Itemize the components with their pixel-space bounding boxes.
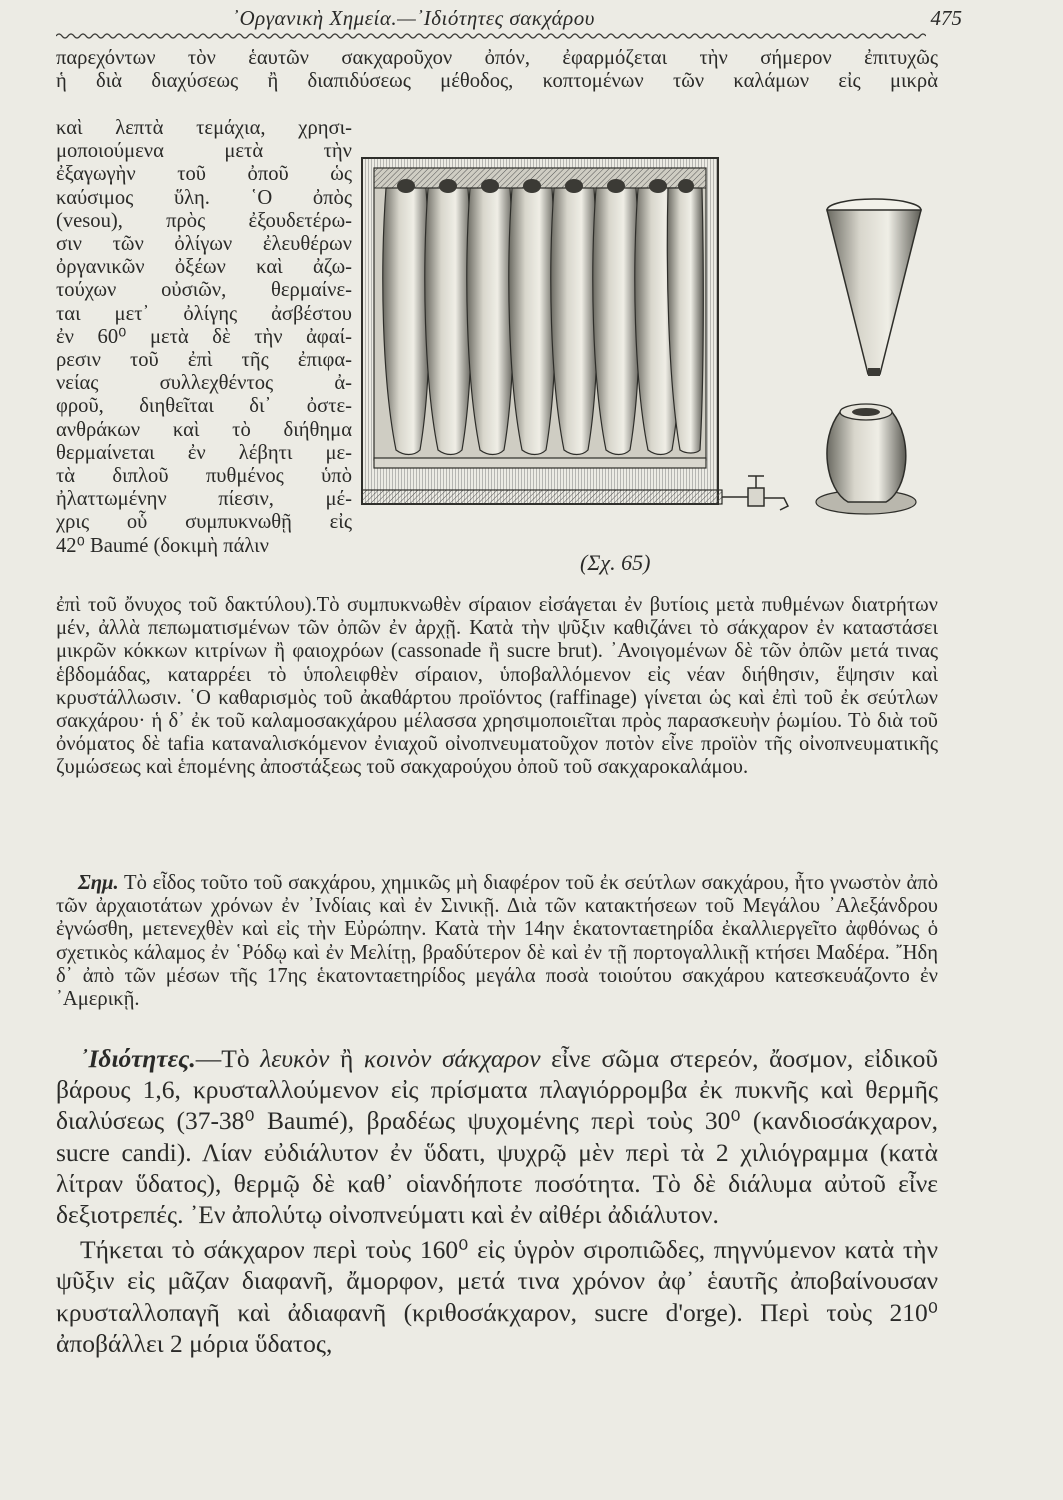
- paragraph-text: ἐπὶ τοῦ ὄνυχος τοῦ δακτύλου).Τὸ συμπυκνωθὲν σίραιον εἰσάγεται ἐν βυτίοις μετὰ πυθμένων διατρήτων μέν, ἀλλὰ πεπωματισμένων τῶν ὀπῶν ἐν ἀρχῇ. Κατὰ τὴν ψῦξιν καθιζάνει τὸ σάκχαρον ἐν καταστάσει μικρῶν κόκκων κιτρίνων ἢ φαιοχρόων (cassonade ἢ sucre brut). ᾿Ανοιγομένων δὲ τῶν ὀπῶν μετά τινας ἑβδομάδας, καταρρέει τὸ ὑπολειφθὲν σίραιον, ὑποβαλλόμενον εἰς νέαν διήθησιν, ἕψησιν καὶ κρυστάλλωσιν. ῾Ο καθαρισμὸς τοῦ ἀκαθάρτου προϊόντος (raffinage) γίνεται ὡς καὶ ἐπὶ τοῦ ἐκ σεύτλων σακχάρου· ἡ δ᾿ ἐκ τοῦ καλαμοσακχάρου μέλασσα χρησιμοποιεῖται πρὸς παρασκευὴν ῥωμίου. Τὸ διὰ τοῦ ὀνόματος δὲ tafia καταναλισκόμενον ἐνιαχοῦ οἰνοπνευματοῦχον ποτὸν εἶνε προϊὸν τῆς οἰνοπνευματικῆς ζυμώσεως καὶ ἑπομένης ἀποστάξεως τοῦ σακχαρούχου ὀποῦ τοῦ σακχαροκαλάμου.: [56, 594, 938, 779]
- header-wavy-rule: [56, 32, 926, 40]
- note-label: Σημ.: [78, 872, 119, 894]
- wrap-line: καύσιμος ὕλη. ῾Ο ὀπὸς: [56, 186, 352, 209]
- wrap-line: τὰ διπλοῦ πυθμένος ὑπὸ: [56, 465, 352, 488]
- figure-caption: (Σχ. 65): [580, 550, 651, 575]
- properties-section: [56, 1043, 938, 1359]
- term-white-sugar: λευκὸν: [260, 1044, 330, 1073]
- wrap-line: νείας συλλεχθέντος ἀ-: [56, 372, 352, 395]
- wrap-line: ἠλαττωμένην πίεσιν, μέ-: [56, 488, 352, 511]
- intro-text: [56, 47, 938, 93]
- cone-mould: [827, 199, 921, 376]
- page-number: 475: [930, 6, 962, 30]
- properties-text: —Τὸ: [195, 1044, 261, 1073]
- intro-line-1: παρεχόντων τὸν ἑαυτῶν σακχαροῦχον ὀπόν, ἐφαρμόζεται τὴν σήμερον ἐπιτυχῶς: [56, 47, 938, 69]
- wrap-line: θερμαίνεται ἐν λέβητι με-: [56, 441, 352, 464]
- wrap-line: χρις οὗ συμπυκνωθῇ εἰς: [56, 511, 352, 534]
- intro-line-2: ἡ διὰ διαχύσεως ἢ διαπιδύσεως μέθοδος, κοπτομένων τῶν καλάμων εἰς μικρὰ: [56, 70, 938, 93]
- properties-text: ἢ: [329, 1044, 364, 1073]
- wrap-line: μοποιούμενα μετὰ τὴν: [56, 140, 352, 163]
- term-common-sugar: κοινὸν σάκχαρον: [363, 1044, 541, 1073]
- properties-heading: ᾿Ιδιότητες.: [80, 1044, 196, 1073]
- melting-paragraph: Τήκεται τὸ σάκχαρον περὶ τοὺς 160⁰ εἰς ὑγρὸν σιροπιῶδες, πηγνύμενον κατὰ τὴν ψῦξιν εἰς μᾶζαν διαφανῆ, ἄμορφον, μετά τινα χρόνον ἀφ᾿ ἑαυτῆς ἀποβαίνουσαν κρυσταλλοπαγῆ καὶ ἀδιαφανῆ (κριθοσάκχαρον, sucre d'orge). Περὶ τοὺς 210⁰ ἀποβάλλει 2 μόρια ὕδατος,: [56, 1235, 938, 1358]
- wrap-line: ται μετ᾿ ὀλίγης ἀσβέστου: [56, 302, 352, 325]
- wrapped-text-column: [56, 117, 352, 558]
- wrap-line: ὀργανικῶν ὀξέων καὶ ἀζω-: [56, 256, 352, 279]
- drain-tap: [722, 476, 788, 510]
- wrap-line: τούχων οὐσιῶν, θερμαίνε-: [56, 279, 352, 302]
- running-header: [232, 4, 962, 34]
- wrap-line: (vesou), πρὸς ἐξουδετέρω-: [56, 209, 352, 232]
- wrap-line: 42⁰ Baumé (δοκιμὴ πάλιν: [56, 534, 269, 557]
- header-title: ᾿Οργανικὴ Χημεία.—᾿Ιδιότητες σακχάρου: [232, 6, 595, 30]
- properties-text: εἶνε σῶμα στερεόν, ἄοσμον, εἰδικοῦ βάρους 1,6, κρυσταλλούμενον εἰς πρίσματα πλαγιόρρομβα ἐκ πυκνῆς καὶ θερμῆς διαλύσεως (37-38⁰ Baumé), βραδέως ψυχομένης περὶ τοὺς 30⁰ (κανδιοσάκχαρον, sucre candi). Λίαν εὐδιάλυτον ἐν ὕδατι, ψυχρῷ μὲν περὶ τὰ 2 χιλιόγραμμα (κατὰ λίτραν ὕδατος), θερμῷ δὲ καθ᾿ οἱανδήποτε ποσότητα. Τὸ δὲ διάλυμα αὐτοῦ εἶνε δεξιοτρεπές. ᾿Εν ἀπολύτῳ οἰνοπνεύματι καὶ ἐν αἰθέρι ἀδιάλυτον.: [56, 1044, 938, 1230]
- wrap-line: ρεσιν τοῦ ἐπὶ τῆς ἐπιφα-: [56, 349, 352, 372]
- wrap-line: ἐν 60⁰ μετὰ δὲ τὴν ἀφαί-: [56, 325, 352, 348]
- wrap-line: καὶ λεπτὰ τεμάχια, χρησι-: [56, 117, 352, 139]
- collecting-pot: [816, 404, 916, 514]
- sugar-mould-illustration: [356, 150, 946, 580]
- wrap-line: ανθράκων καὶ τὸ διήθημα: [56, 418, 352, 441]
- wrap-line: φροῦ, διηθεῖται δι᾿ ὀστε-: [56, 395, 352, 418]
- note-paragraph: [56, 872, 938, 1011]
- note-text: Τὸ εἶδος τοῦτο τοῦ σακχάρου, χημικῶς μὴ διαφέρον τοῦ ἐκ σεύτλων σακχάρου, ἦτο γνωστὸν ἀπὸ τῶν ἀρχαιοτάτων χρόνων ἐν ᾿Ινδίαις καὶ ἐν Σινικῇ. Διὰ τῶν κατακτήσεων τοῦ Μεγάλου ᾿Αλεξάνδρου ἐγνώσθη, μετενεχθὲν καὶ εἰς τὴν Εὐρώπην. Κατὰ τὴν 14ην ἑκατονταετηρίδα ἐκαλλιεργεῖτο ἀφθόνως ὁ σχετικὸς κάλαμος ἐν ῾Ρόδῳ καὶ ἐν Μελίτῃ, βραδύτερον δὲ καὶ ἐν τῇ πορτογαλλικῇ κτήσει Μαδέρα. ῎Ηδη δ᾿ ἀπὸ τῶν μέσων τῆς 17ης ἑκατονταετηρίδος μεγάλα ποσὰ τοιούτου σακχάρου κατεσκευάζοντο ἐν ᾿Αμερικῇ.: [56, 872, 938, 1011]
- wrap-line: ἐξαγωγὴν τοῦ ὀποῦ ὡς: [56, 163, 352, 186]
- wrap-line: σιν τῶν ὀλίγων ἐλευθέρων: [56, 233, 352, 256]
- body-paragraph: [56, 594, 938, 780]
